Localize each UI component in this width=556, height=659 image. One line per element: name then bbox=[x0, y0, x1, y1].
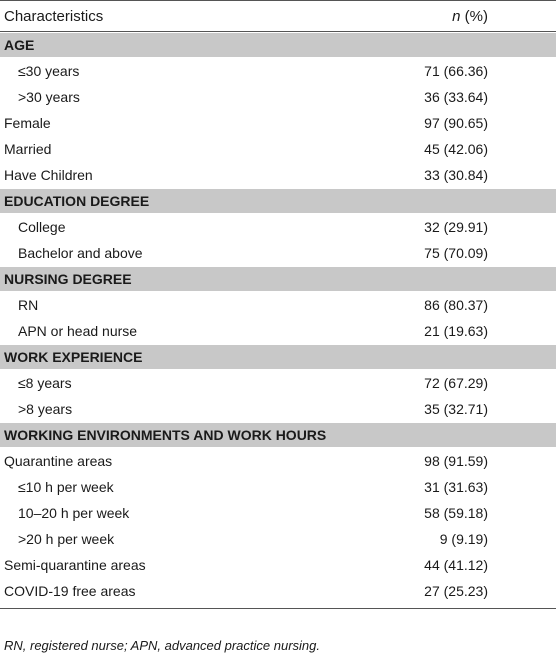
row-value: 35 (32.71) bbox=[424, 401, 488, 417]
table-row bbox=[0, 318, 556, 344]
section-label: WORKING ENVIRONMENTS AND WORK HOURS bbox=[4, 427, 327, 443]
table-row bbox=[0, 58, 556, 84]
row-value: 9 (9.19) bbox=[439, 531, 488, 547]
row-value: 32 (29.91) bbox=[424, 219, 488, 235]
table-row bbox=[0, 214, 556, 240]
section-label: NURSING DEGREE bbox=[4, 271, 132, 287]
section-header-row bbox=[0, 188, 556, 214]
header-n-percent bbox=[348, 8, 556, 25]
table-row bbox=[0, 110, 556, 136]
row-value: 36 (33.64) bbox=[424, 89, 488, 105]
table-row bbox=[0, 396, 556, 422]
table-header-row bbox=[0, 0, 556, 32]
row-label: ≤10 h per week bbox=[18, 479, 114, 495]
table-row bbox=[0, 84, 556, 110]
section-header-row bbox=[0, 344, 556, 370]
row-label: Married bbox=[4, 141, 52, 157]
table-footnote: RN, registered nurse; APN, advanced practice nursing. bbox=[4, 638, 321, 653]
row-label: Have Children bbox=[4, 167, 93, 183]
row-value: 45 (42.06) bbox=[424, 141, 488, 157]
row-value: 86 (80.37) bbox=[424, 297, 488, 313]
table-row bbox=[0, 448, 556, 474]
row-label: COVID-19 free areas bbox=[4, 583, 136, 599]
row-value: 71 (66.36) bbox=[424, 63, 488, 79]
header-n: n bbox=[452, 7, 461, 25]
row-label: RN bbox=[18, 297, 39, 313]
section-header-row bbox=[0, 422, 556, 448]
row-label: >8 years bbox=[18, 401, 73, 417]
table-row bbox=[0, 474, 556, 500]
row-value: 75 (70.09) bbox=[424, 245, 488, 261]
table-row bbox=[0, 370, 556, 396]
table-row bbox=[0, 500, 556, 526]
table-row bbox=[0, 136, 556, 162]
row-value: 97 (90.65) bbox=[424, 115, 488, 131]
row-label: Semi-quarantine areas bbox=[4, 557, 146, 573]
table-row bbox=[0, 552, 556, 578]
row-value: 33 (30.84) bbox=[424, 167, 488, 183]
table-row bbox=[0, 162, 556, 188]
header-characteristics: Characteristics bbox=[4, 7, 104, 25]
section-label: WORK EXPERIENCE bbox=[4, 349, 143, 365]
table-row bbox=[0, 292, 556, 318]
row-value: 21 (19.63) bbox=[424, 323, 488, 339]
row-value: 72 (67.29) bbox=[424, 375, 488, 391]
table-row bbox=[0, 526, 556, 552]
row-label: ≤8 years bbox=[18, 375, 72, 391]
row-value: 98 (91.59) bbox=[424, 453, 488, 469]
row-value: 27 (25.23) bbox=[424, 583, 488, 599]
row-value: 44 (41.12) bbox=[424, 557, 488, 573]
row-label: ≤30 years bbox=[18, 63, 80, 79]
table-row bbox=[0, 578, 556, 604]
row-value: 31 (31.63) bbox=[424, 479, 488, 495]
row-label: Quarantine areas bbox=[4, 453, 113, 469]
row-label: 10–20 h per week bbox=[18, 505, 130, 521]
table-body bbox=[0, 32, 556, 604]
section-header-row bbox=[0, 266, 556, 292]
row-label: Female bbox=[4, 115, 51, 131]
row-label: College bbox=[18, 219, 66, 235]
section-label: AGE bbox=[4, 37, 35, 53]
section-label: EDUCATION DEGREE bbox=[4, 193, 150, 209]
row-label: APN or head nurse bbox=[18, 323, 138, 339]
table-row bbox=[0, 240, 556, 266]
row-label: >30 years bbox=[18, 89, 80, 105]
row-value: 58 (59.18) bbox=[424, 505, 488, 521]
row-label: Bachelor and above bbox=[18, 245, 143, 261]
header-percent: (%) bbox=[460, 7, 488, 25]
table-bottom-rule bbox=[0, 608, 556, 609]
section-header-row bbox=[0, 32, 556, 58]
row-label: >20 h per week bbox=[18, 531, 115, 547]
